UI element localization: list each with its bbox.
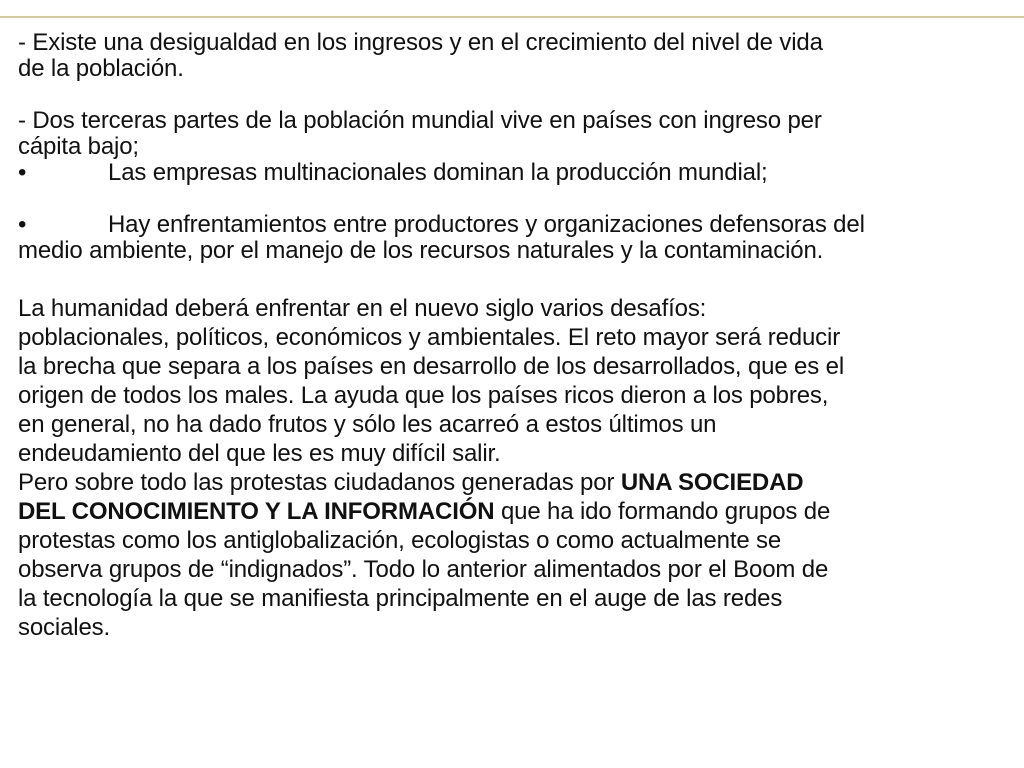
paragraph-challenges — [18, 294, 1022, 468]
bullet-icon: • — [18, 159, 27, 186]
text-segment: que ha ido formando grupos de — [494, 498, 831, 525]
text-line — [18, 497, 1022, 526]
slide-body — [18, 30, 1022, 642]
emphasis-text: UNA SOCIEDAD — [620, 469, 804, 496]
text-line: - Existe una desigualdad en los ingresos y en el crecimiento del nivel de vida — [18, 29, 823, 56]
top-divider — [0, 16, 1024, 18]
text-line: en general, no ha dado frutos y sólo les acarreó a estos últimos un — [18, 411, 717, 438]
bullet-item-environment — [18, 212, 1022, 264]
text-line — [18, 468, 1022, 497]
text-line: sociales. — [18, 614, 111, 641]
bullet-text: Las empresas multinacionales dominan la producción mundial; — [108, 159, 768, 186]
text-line: observa grupos de “indignados”. Todo lo anterior alimentados por el Boom de — [18, 556, 829, 583]
bullet-text: Hay enfrentamientos entre productores y organizaciones defensoras del — [108, 211, 865, 238]
emphasis-text: DEL CONOCIMIENTO Y LA INFORMACIÓN — [18, 498, 495, 525]
text-line: cápita bajo; — [18, 133, 139, 160]
text-line: origen de todos los males. La ayuda que los países ricos dieron a los pobres, — [18, 382, 829, 409]
bullet-item-multinationals — [18, 160, 1022, 186]
item-population-income — [18, 108, 1022, 160]
bullet-icon: • — [18, 211, 27, 238]
text-line: La humanidad deberá enfrentar en el nuevo siglo varios desafíos: — [18, 295, 707, 322]
text-line: de la población. — [18, 55, 184, 82]
bullet-text-continuation: medio ambiente, por el manejo de los recursos naturales y la contaminación. — [18, 237, 824, 264]
text-line: poblacionales, políticos, económicos y ambientales. El reto mayor será reducir — [18, 324, 841, 351]
paragraph-protests — [18, 468, 1022, 642]
text-segment: Pero sobre todo las protestas ciudadanos generadas por — [18, 469, 621, 496]
text-line: - Dos terceras partes de la población mundial vive en países con ingreso per — [18, 107, 822, 134]
item-income-inequality — [18, 30, 1022, 82]
text-line: la brecha que separa a los países en desarrollo de los desarrollados, que es el — [18, 353, 845, 380]
text-line: la tecnología la que se manifiesta principalmente en el auge de las redes — [18, 585, 783, 612]
text-line: protestas como los antiglobalización, ecologistas o como actualmente se — [18, 527, 782, 554]
text-line: endeudamiento del que les es muy difícil salir. — [18, 440, 501, 467]
